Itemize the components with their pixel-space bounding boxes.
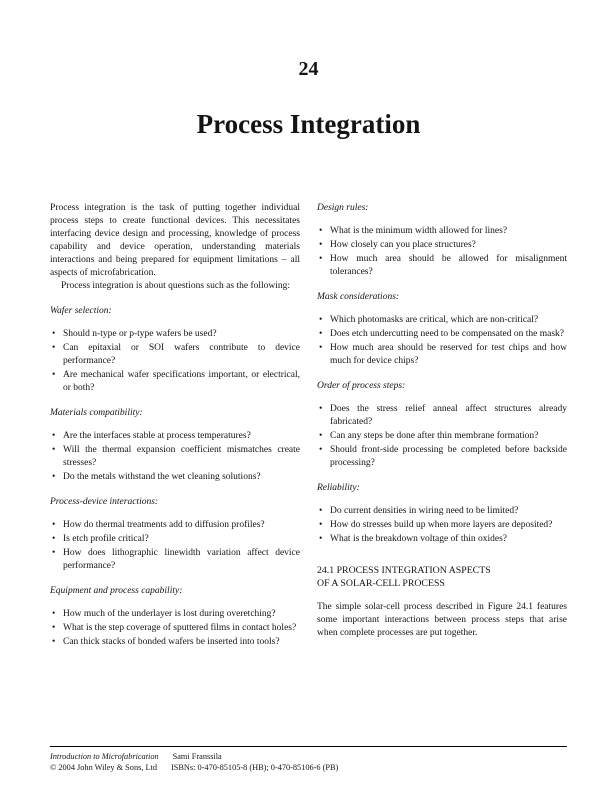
- footer-copyright: © 2004 John Wiley & Sons, Ltd: [50, 763, 157, 772]
- bullet-item: • How closely can you place structures?: [330, 239, 567, 252]
- intro-paragraph-2: Process integration is about questions such as the following:: [61, 281, 291, 291]
- subsection-paragraph: The simple solar-cell process described in Figure 24.1 features some important interactions between process steps that arise when complete processes are put together.: [317, 602, 567, 638]
- subsection-heading-line2: OF A SOLAR-CELL PROCESS: [317, 578, 445, 589]
- page-content: [50, 58, 567, 650]
- bullet-item: • Can any steps be done after thin membrane formation?: [330, 430, 567, 443]
- bullet-list: [50, 519, 300, 573]
- bullet-item: • How do thermal treatments add to diffusion profiles?: [63, 519, 300, 532]
- bullet-item: • What is the breakdown voltage of thin oxides?: [330, 533, 567, 546]
- two-column-body: [50, 202, 567, 650]
- section-wafer-selection: [50, 305, 300, 395]
- section-heading: Design rules:: [317, 203, 369, 213]
- section-mask-considerations: [317, 291, 567, 368]
- bullet-item: • Is etch profile critical?: [63, 533, 300, 546]
- footer-line-1: [50, 751, 567, 762]
- bullet-list: [50, 328, 300, 395]
- bullet-item: • How much of the underlayer is lost during overetching?: [63, 608, 300, 621]
- subsection-heading: [317, 564, 567, 590]
- subsection-heading-line1: 24.1 PROCESS INTEGRATION ASPECTS: [317, 565, 491, 576]
- bullet-item: • What is the step coverage of sputtered films in contact holes?: [63, 622, 300, 635]
- section-heading: Reliability:: [317, 483, 360, 493]
- bullet-item: • Do the metals withstand the wet cleaning solutions?: [63, 471, 300, 484]
- bullet-item: • Can epitaxial or SOI wafers contribute to device performance?: [63, 342, 300, 368]
- bullet-item: • Will the thermal expansion coefficient mismatches create stresses?: [63, 444, 300, 470]
- bullet-item: • How does lithographic linewidth variation affect device performance?: [63, 547, 300, 573]
- section-heading: Order of process steps:: [317, 381, 406, 391]
- bullet-item: • Are mechanical wafer specifications important, or electrical, or both?: [63, 369, 300, 395]
- bullet-list: [50, 430, 300, 484]
- section-heading: Process-device interactions:: [50, 497, 159, 507]
- bullet-list: [317, 505, 567, 546]
- section-reliability: [317, 482, 567, 546]
- chapter-number: 24: [298, 58, 319, 80]
- bullet-item: • Which photomasks are critical, which are non-critical?: [330, 314, 567, 327]
- left-column: [50, 202, 300, 650]
- bullet-list: [317, 314, 567, 368]
- bullet-item: • How much area should be allowed for misalignment tolerances?: [330, 253, 567, 279]
- bullet-list: [50, 608, 300, 649]
- bullet-list: [317, 225, 567, 279]
- section-heading: Wafer selection:: [50, 306, 112, 316]
- footer-author: Sami Franssila: [172, 752, 222, 761]
- page-footer: [50, 746, 567, 773]
- bullet-item: • Should n-type or p-type wafers be used?: [63, 328, 300, 341]
- right-column: [317, 202, 567, 650]
- bullet-item: • Should front-side processing be completed before backside processing?: [330, 444, 567, 470]
- bullet-item: • How much area should be reserved for test chips and how much for device chips?: [330, 342, 567, 368]
- bullet-item: • Are the interfaces stable at process temperatures?: [63, 430, 300, 443]
- bullet-item: • Can thick stacks of bonded wafers be inserted into tools?: [63, 636, 300, 649]
- section-heading: Equipment and process capability:: [50, 586, 183, 596]
- bullet-item: • Does the stress relief anneal affect structures already fabricated?: [330, 403, 567, 429]
- footer-isbn: ISBNs: 0-470-85105-8 (HB); 0-470-85106-6 (PB): [171, 763, 339, 772]
- section-process-device-interactions: [50, 496, 300, 573]
- footer-book-title: Introduction to Microfabrication: [50, 752, 159, 761]
- bullet-item: • What is the minimum width allowed for lines?: [330, 225, 567, 238]
- bullet-list: [317, 403, 567, 470]
- intro-paragraph-1: Process integration is the task of putting together individual process steps to create functional devices. This necessitates interfacing device design and processing, knowledge of process capability and device operation, understanding materials interactions and being prepared for equipment limitations – all aspects of microfabrication.: [50, 203, 300, 278]
- section-equipment-process-capability: [50, 585, 300, 649]
- bullet-item: • Does etch undercutting need to be compensated on the mask?: [330, 328, 567, 341]
- section-design-rules: [317, 202, 567, 279]
- chapter-title: Process Integration: [196, 109, 421, 139]
- section-order-of-process-steps: [317, 380, 567, 470]
- footer-line-2: [50, 762, 567, 773]
- section-heading: Materials compatibility:: [50, 408, 143, 418]
- section-heading: Mask considerations:: [317, 292, 400, 302]
- bullet-item: • Do current densities in wiring need to be limited?: [330, 505, 567, 518]
- section-materials-compatibility: [50, 407, 300, 484]
- bullet-item: • How do stresses build up when more layers are deposited?: [330, 519, 567, 532]
